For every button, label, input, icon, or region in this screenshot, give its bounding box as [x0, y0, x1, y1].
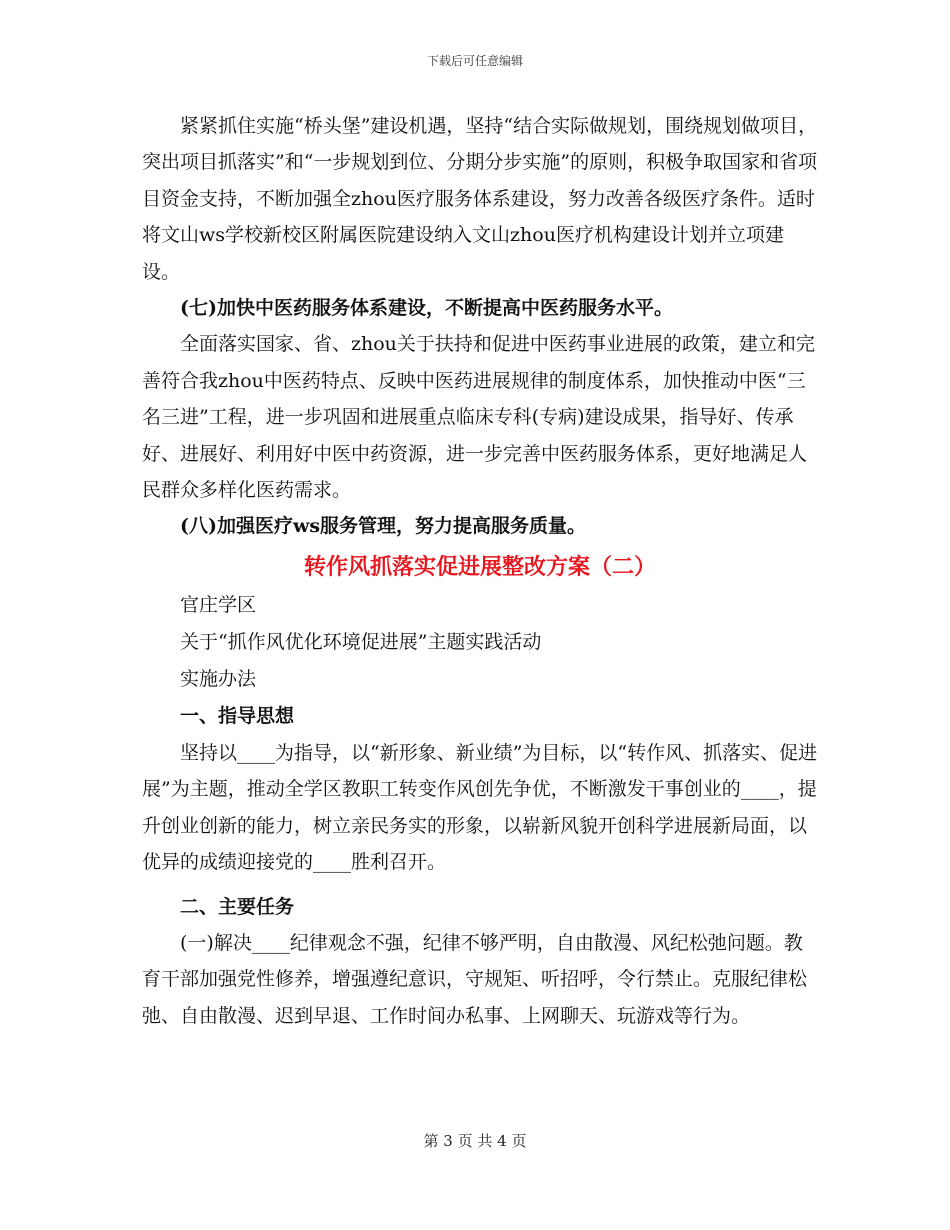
paragraph-bridgehead: 紧紧抓住实施“桥头堡”建设机遇，坚持“结合实际做规划，围绕规划做项目，突出项目抓落实”和“一步规划到位、分期分步实施”的原则，积极争取国家和省项目资金支持，不断加强全zhou医疗服务体系建设，努力改善各级医疗条件。适时将文山ws学校新校区附属医院建设纳入文山zhou医疗机构建设计划并立项建设。 — [142, 115, 818, 283]
paragraph-main-tasks: (一)解决____纪律观念不强，纪律不够严明，自由散漫、风纪松弛问题。教育干部加强党性修养，增强遵纪意识，守规矩、听招呼，令行禁止。克服纪律松弛、自由散漫、迟到早退、工作时间办私事、上网聊天、玩游戏等行为。 — [142, 931, 808, 1027]
activity-title: 关于“抓作风优化环境促进展”主题实践活动 — [180, 630, 542, 653]
document-body — [142, 108, 818, 1034]
method-title: 实施办法 — [180, 667, 257, 690]
spacer — [142, 881, 818, 889]
heading-seven: (七)加快中医药服务体系建设，不断提高中医药服务水平。 — [180, 297, 673, 320]
paragraph-tcm: 全面落实国家、省、zhou关于扶持和促进中医药事业进展的政策，建立和完善符合我zhou中医药特点、反映中医药进展规律的制度体系，加快推动中医“三名三进”工程，进一步巩固和进展重点临床专科(专病)建设成果，指导好、传承好、进展好、利用好中医中药资源，进一步完善中医药服务体系，更好地满足人民群众多样化医药需求。 — [142, 333, 815, 502]
heading-guiding-ideology: 一、指导思想 — [180, 704, 295, 727]
paragraph-guiding-ideology: 坚持以____为指导，以“新形象、新业绩”为目标，以“转作风、抓落实、促进展”为主题，推动全学区教职工转变作风创先争优，不断激发干事创业的____，提升创业创新的能力，树立亲民务实的形象，以崭新风貌开创科学进展新局面，以优异的成绩迎接党的____胜利召开。 — [142, 741, 818, 874]
page-header: 下载后可任意编辑 — [426, 54, 523, 68]
org-name: 官庄学区 — [180, 593, 257, 616]
section-title: 转作风抓落实促进展整改方案（二） — [303, 553, 656, 580]
page-footer: 第 3 页 共 4 页 — [423, 1132, 527, 1150]
heading-main-tasks: 二、主要任务 — [180, 895, 295, 918]
heading-eight: (八)加强医疗ws服务管理，努力提高服务质量。 — [180, 515, 587, 538]
